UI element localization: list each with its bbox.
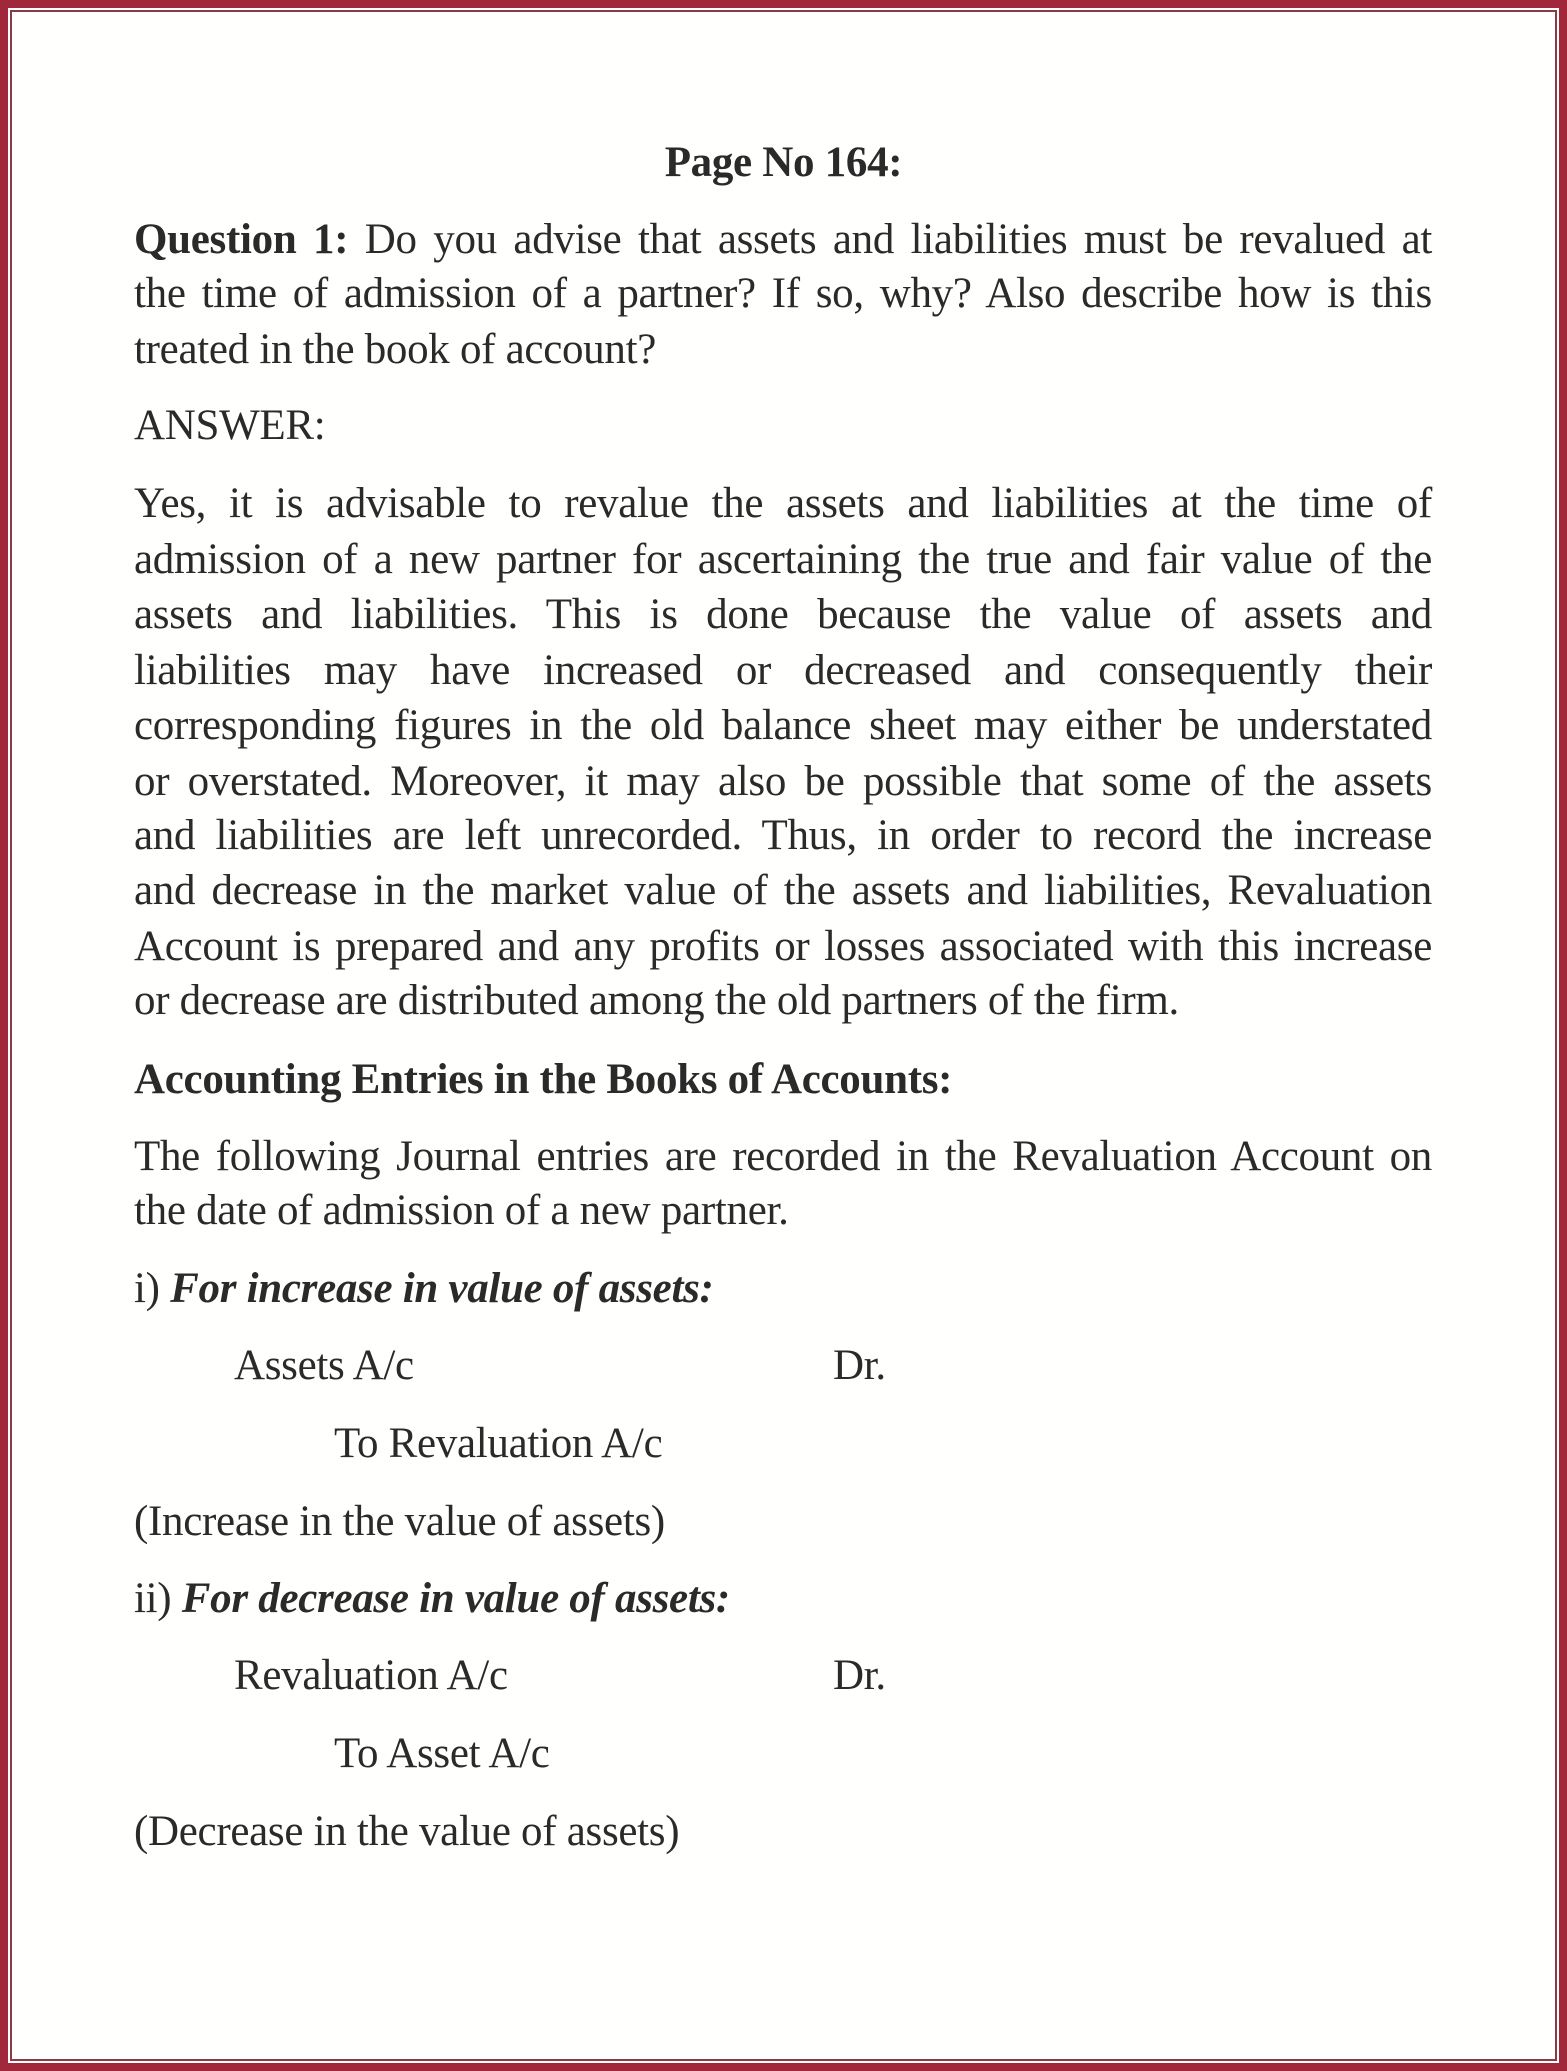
answer-line: corresponding figures in the old balance sheet may either be understated xyxy=(134,702,1432,749)
entry-2-title: For decrease in value of assets: xyxy=(181,1575,730,1622)
entry-2-dr-marker: Dr. xyxy=(833,1652,886,1699)
answer-line: Yes, it is advisable to revalue the assets and liabilities at the time of xyxy=(134,480,1432,527)
accounting-intro-line-1: The following Journal entries are recorded in the Revaluation Account on xyxy=(134,1133,1432,1180)
entry-1-heading xyxy=(134,1261,1432,1316)
question-label: Question 1: xyxy=(134,216,349,263)
answer-line: Account is prepared and any profits or losses associated with this increase xyxy=(134,923,1432,970)
question-line-1 xyxy=(134,212,1432,267)
entry-2-narration: (Decrease in the value of assets) xyxy=(134,1808,680,1855)
entry-1-debit-account: Assets A/c xyxy=(234,1342,414,1389)
answer-line: assets and liabilities. This is done because the value of assets and xyxy=(134,591,1432,638)
answer-line: or overstated. Moreover, it may also be possible that some of the assets xyxy=(134,758,1432,805)
answer-label: ANSWER: xyxy=(134,402,326,449)
accounting-heading: Accounting Entries in the Books of Accounts: xyxy=(134,1056,953,1103)
entry-2-credit-account: To Asset A/c xyxy=(334,1730,550,1777)
entry-1-debit-row xyxy=(234,1338,1034,1393)
page-title: Page No 164: xyxy=(664,139,903,186)
entry-2-heading xyxy=(134,1571,1432,1626)
entry-2-number: ii) xyxy=(134,1575,172,1622)
accounting-intro-line-2: the date of admission of a new partner. xyxy=(134,1187,789,1234)
entry-1-dr-marker: Dr. xyxy=(833,1342,886,1389)
answer-line: liabilities may have increased or decreased and consequently their xyxy=(134,647,1432,694)
answer-line: and decrease in the market value of the assets and liabilities, Revaluation xyxy=(134,867,1432,914)
entry-1-narration: (Increase in the value of assets) xyxy=(134,1498,665,1545)
answer-line: admission of a new partner for ascertaining the true and fair value of the xyxy=(134,536,1432,583)
question-text: Do you advise that assets and liabilities must be revalued at xyxy=(364,216,1432,263)
question-line-2: the time of admission of a partner? If so, why? Also describe how is this xyxy=(134,270,1432,317)
entry-1-number: i) xyxy=(134,1265,160,1312)
answer-line: and liabilities are left unrecorded. Thus, in order to record the increase xyxy=(134,812,1432,859)
entry-2-debit-row xyxy=(234,1648,1034,1703)
question-line-3: treated in the book of account? xyxy=(134,326,657,373)
entry-1-title: For increase in value of assets: xyxy=(170,1265,714,1312)
answer-line: or decrease are distributed among the old partners of the firm. xyxy=(134,977,1179,1024)
entry-1-credit-account: To Revaluation A/c xyxy=(334,1420,663,1467)
entry-2-debit-account: Revaluation A/c xyxy=(234,1652,508,1699)
